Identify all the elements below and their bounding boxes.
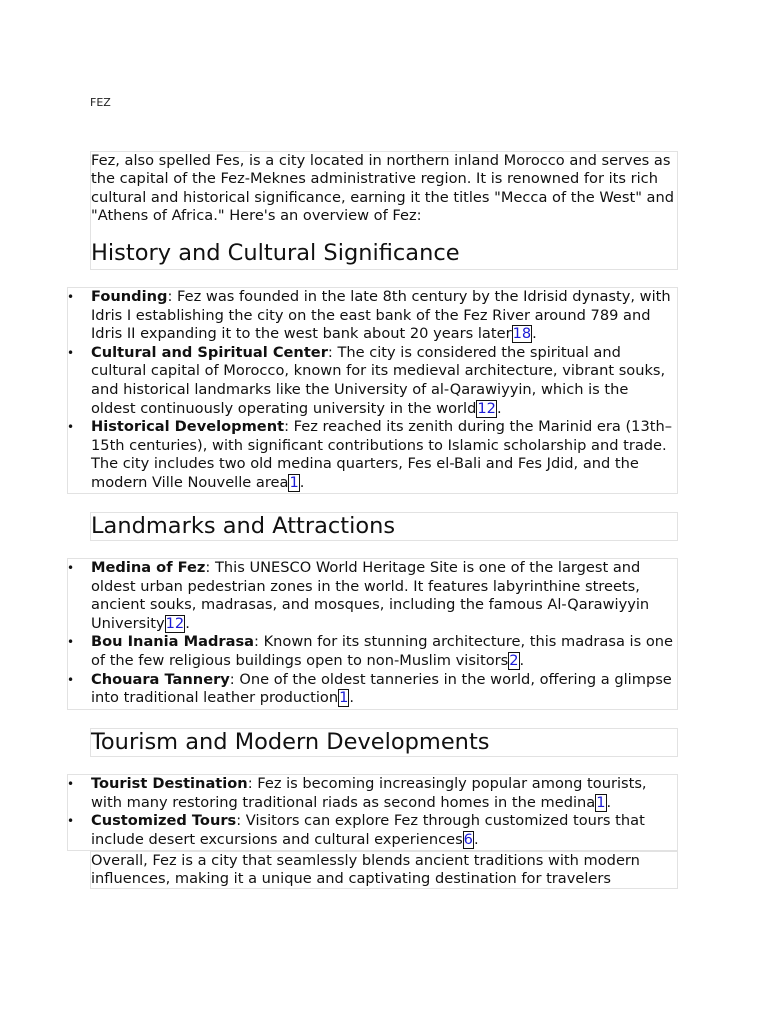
item-term: Chouara Tannery (91, 670, 230, 688)
item-text: : Fez is becoming increasingly popular among tourists, with many restoring traditional riads as second homes in the medina (91, 775, 647, 811)
list-item: • Bou Inania Madrasa: Known for its stunning architecture, this madrasa is one of the few religious buildings open to non-Muslim visitors2. (68, 633, 677, 670)
citation-link[interactable]: 1 (339, 689, 349, 707)
tourism-heading-block (90, 728, 678, 757)
list-item: • Medina of Fez: This UNESCO World Heritage Site is one of the largest and oldest urban pedestrian zones in the world. It features labyrinthine streets, ancient souks, madrasas, and mosques, including the famous Al-Qarawiyyin University12. (68, 559, 677, 633)
item-text: : Known for its stunning architecture, this madrasa is one of the few religious buildings open to non-Muslim visitors (91, 633, 674, 669)
item-text: : Visitors can explore Fez through customized tours that include desert excursions and cultural experiences (91, 812, 645, 848)
item-text: : Fez was founded in the late 8th century by the Idrisid dynasty, with Idris I establishing the city on the east bank of the Fez River around 789 and Idris II expanding it to the west bank about 20 years later (91, 288, 671, 343)
tourism-list-block (67, 774, 678, 851)
section-heading-history: History and Cultural Significance (91, 239, 460, 266)
item-text: : This UNESCO World Heritage Site is one of the largest and oldest urban pedestrian zones in the world. It features labyrinthine streets, ancient souks, madrasas, and mosques, including the famous Al-Qarawiyyin University (91, 559, 650, 632)
history-list-block (67, 287, 678, 494)
closing-block (90, 851, 678, 889)
citation-link[interactable]: 12 (477, 399, 496, 417)
landmarks-heading-block (90, 512, 678, 541)
intro-block (90, 151, 678, 270)
item-term: Founding (91, 288, 168, 305)
section-heading-landmarks: Landmarks and Attractions (91, 513, 396, 539)
history-list (68, 288, 677, 493)
landmarks-list (68, 559, 677, 708)
item-text: : One of the oldest tanneries in the world, offering a glimpse into traditional leather production (91, 670, 672, 707)
section-heading-tourism: Tourism and Modern Developments (91, 729, 490, 755)
tourism-list (68, 775, 677, 849)
item-term: Customized Tours (91, 812, 237, 830)
item-term: Historical Development (91, 418, 285, 436)
list-item: • Customized Tours: Visitors can explore Fez through customized tours that include desert excursions and cultural experiences6. (68, 812, 677, 849)
item-text: : Fez reached its zenith during the Marinid era (13th–15th centuries), with significant contributions to Islamic scholarship and trade. The city includes two old medina quarters, Fes el-Bali and Fes Jdid, and the modern Ville Nouvelle area (91, 418, 673, 491)
item-term: Tourist Destination (91, 775, 248, 792)
citation-link[interactable]: 18 (512, 325, 532, 343)
citation-link[interactable]: 1 (596, 793, 606, 811)
item-term: Cultural and Spiritual Center (91, 343, 328, 361)
landmarks-list-block (67, 558, 678, 710)
list-item: • Historical Development: Fez reached its zenith during the Marinid era (13th–15th centuries), with significant contributions to Islamic scholarship and trade. The city includes two old medina quarters, Fes el-Bali and Fes Jdid, and the modern Ville Nouvelle area1. (68, 418, 677, 492)
item-term: Bou Inania Madrasa (91, 633, 255, 651)
list-item: • Cultural and Spiritual Center: The city is considered the spiritual and cultural capital of Morocco, known for its medieval architecture, vibrant souks, and historical landmarks like the University of al-Qarawiyyin, which is the oldest continuously operating university in the world12. (68, 344, 677, 418)
citation-link[interactable]: 1 (289, 473, 299, 491)
item-text: : The city is considered the spiritual and cultural capital of Morocco, known for its medieval architecture, vibrant souks, and historical landmarks like the University of al-Qarawiyyin, which is the oldest continuously operating university in the world (91, 343, 666, 417)
intro-paragraph: Fez, also spelled Fes, is a city located in northern inland Morocco and serves as the capital of the Fez-Meknes administrative region. It is renowned for its rich cultural and historical significance, earning it the titles "Mecca of the West" and "Athens of Africa." Here's an overview of Fez: (91, 152, 675, 225)
citation-link[interactable]: 6 (463, 830, 473, 848)
citation-link[interactable]: 2 (509, 651, 519, 669)
closing-paragraph: Overall, Fez is a city that seamlessly blends ancient traditions with modern influences, making it a unique and captivating destination for travelers (91, 852, 640, 888)
item-term: Medina of Fez (91, 559, 206, 576)
list-item: • Founding: Fez was founded in the late 8th century by the Idrisid dynasty, with Idris I establishing the city on the east bank of the Fez River around 789 and Idris II expanding it to the west bank about 20 years later18. (68, 288, 677, 344)
document-label: FEZ (90, 96, 111, 109)
list-item: • Chouara Tannery: One of the oldest tanneries in the world, offering a glimpse into traditional leather production1. (68, 671, 677, 708)
list-item: • Tourist Destination: Fez is becoming increasingly popular among tourists, with many restoring traditional riads as second homes in the medina1. (68, 775, 677, 812)
citation-link[interactable]: 12 (165, 614, 185, 632)
